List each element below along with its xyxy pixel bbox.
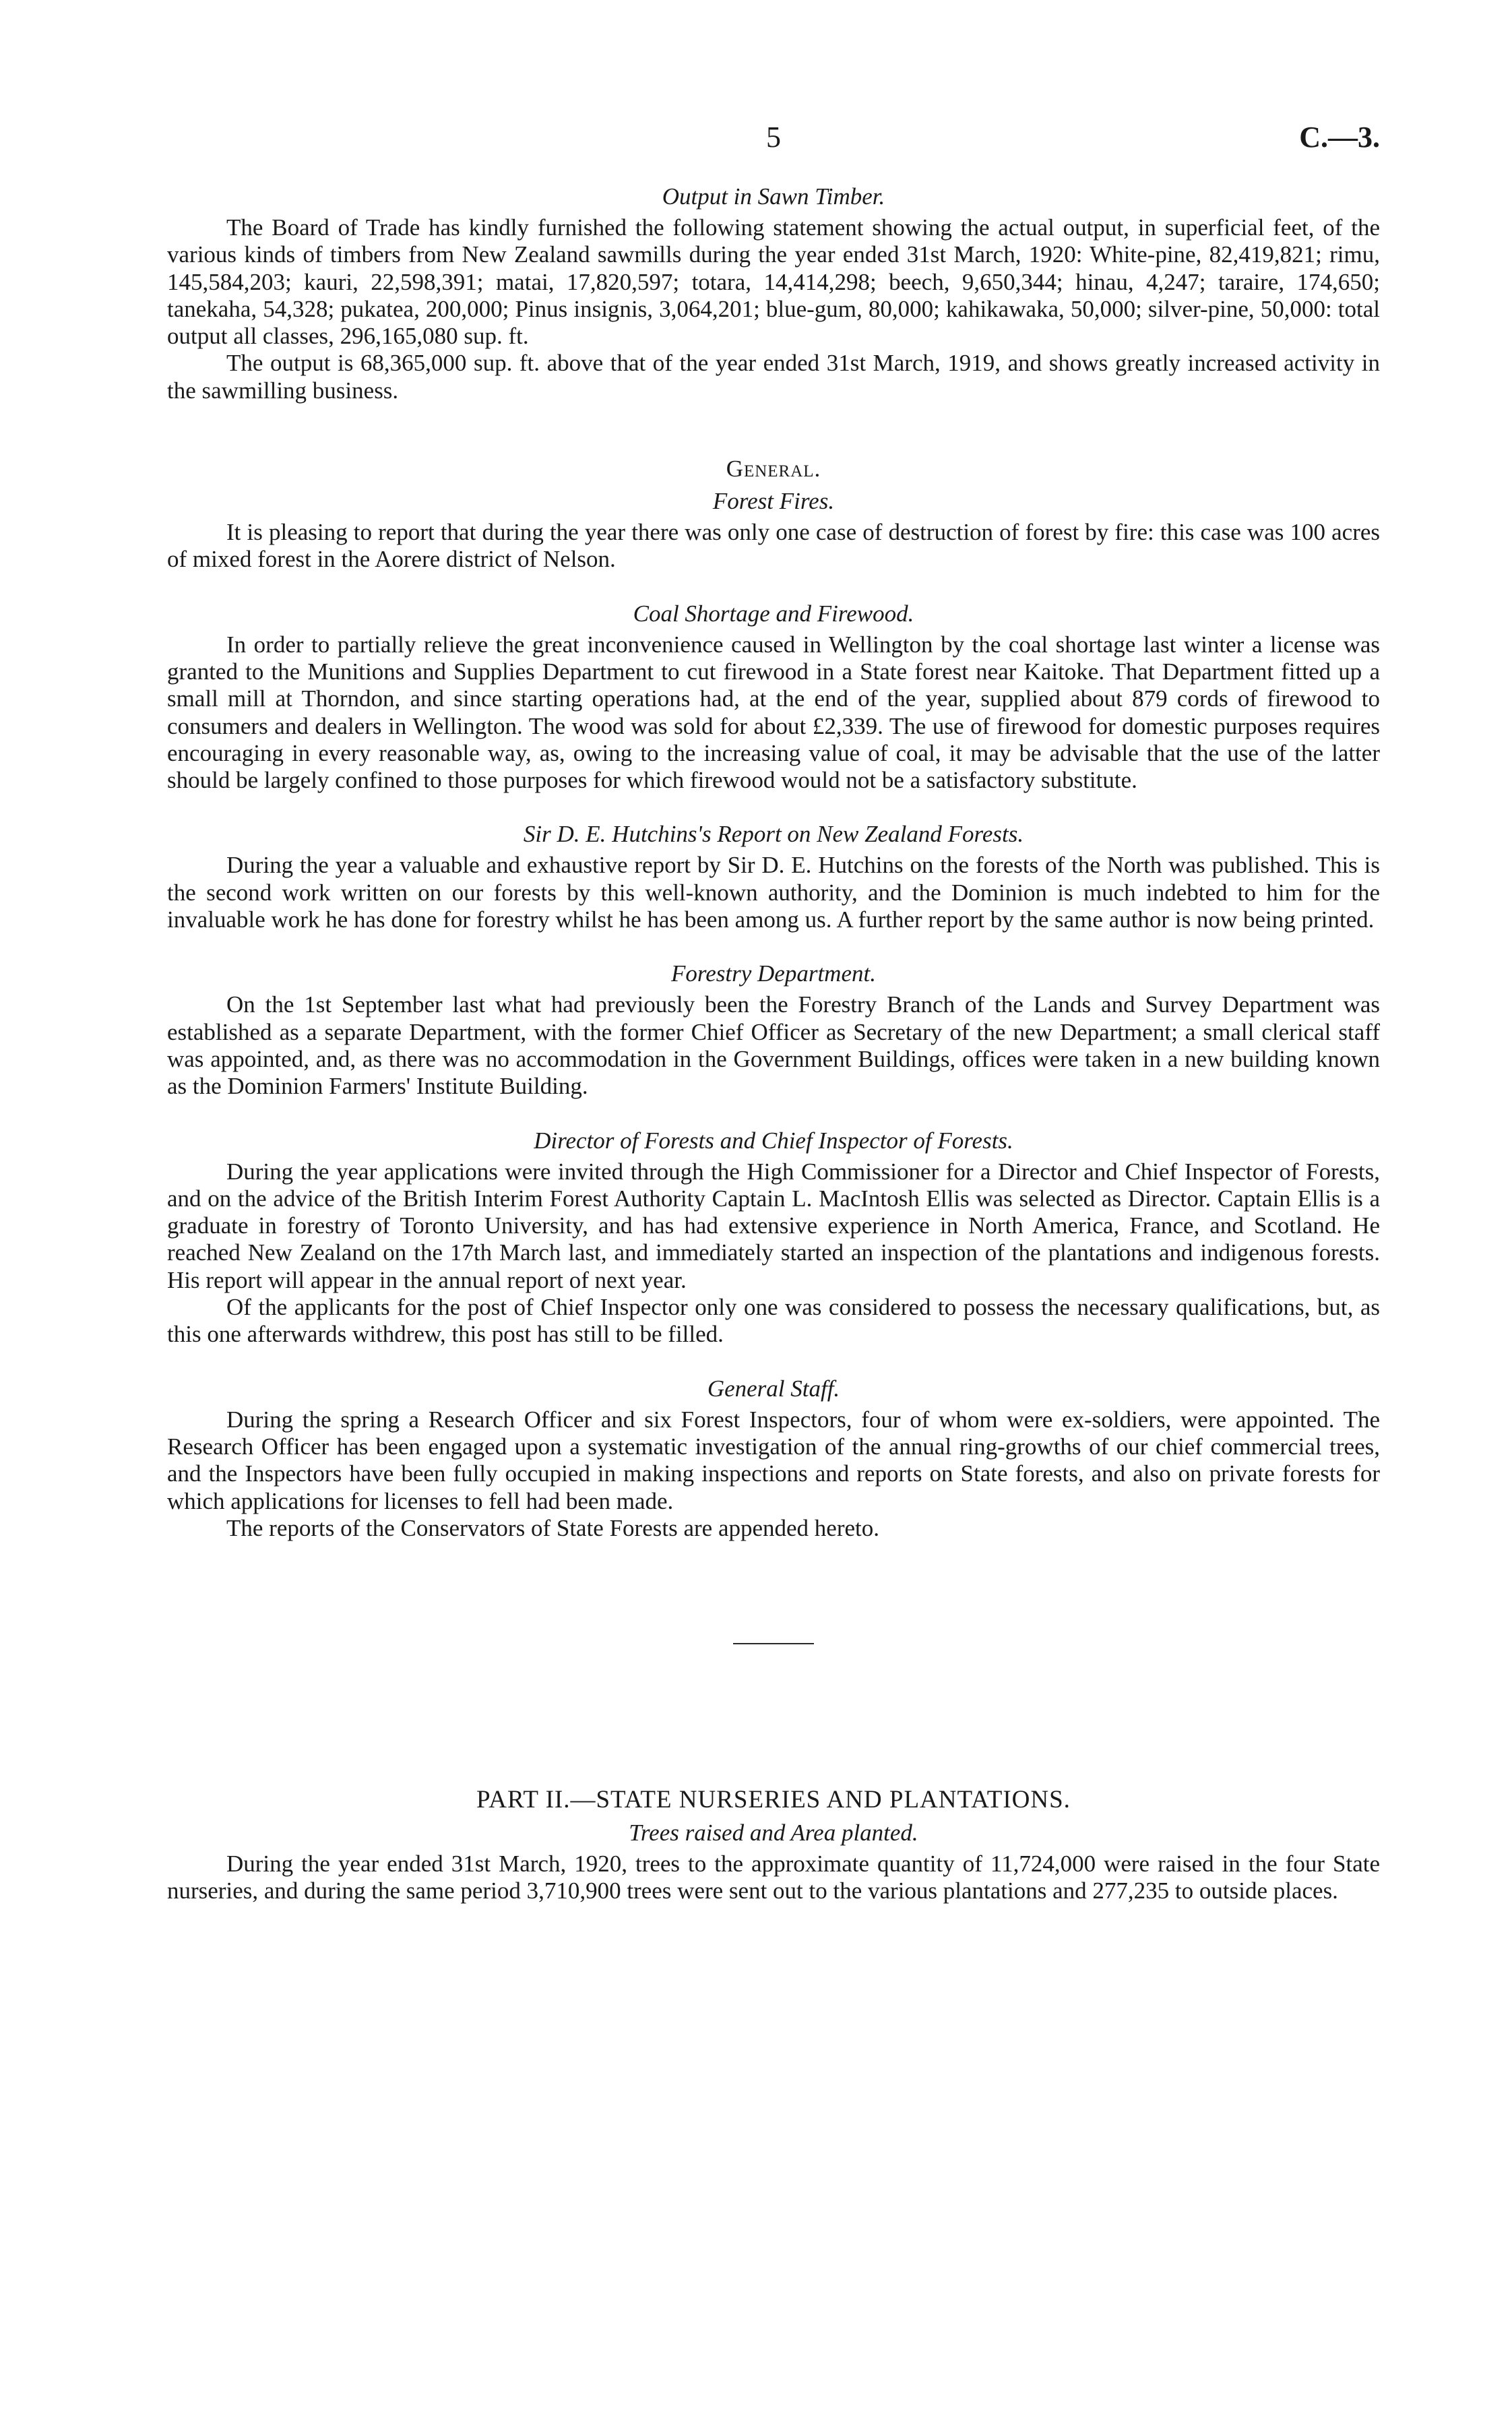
heading-part-two: PART II.—STATE NURSERIES AND PLANTATIONS. [476,1786,1071,1814]
document-reference: C.—3. [1299,121,1380,154]
paragraph-director-appointment: During the year applications were invited through the High Commissioner for a Director and Chief Inspector of Forests, and on the advice of the British Interim Forest Authority Captain L. MacIntosh Ellis was selected as Director. Captain Ellis is a graduate in forestry of Toronto University, and has had extensive experience in North America, France, and Scotland. He reached New Zealand on the 17th March last, and immediately started an inspection of the plantations and indigenous forests. His report will appear in the annual report of next year. [167,1158,1380,1293]
paragraph-output-statement: The Board of Trade has kindly furnished the following statement showing the actual output, in superficial feet, of the various kinds of timbers from New Zealand sawmills during the year ended 31st March, 1920: White-pine, 82,419,821; rimu, 145,584,203; kauri, 22,598,391; matai, 17,820,597; totara, 14,414,298; beech, 9,650,344; hinau, 4,247; taraire, 174,650; tanekaha, 54,328; pukatea, 200,000; Pinus insignis, 3,064,201; blue-gum, 80,000; kahikawaka, 50,000; silver-pine, 50,000: total output all classes, 296,165,080 sup. ft. [167,214,1380,350]
heading-general: General. [726,456,821,483]
page-header [167,120,1380,160]
heading-general-staff: General Staff. [707,1375,840,1402]
page-body [167,183,1380,1905]
page-number: 5 [766,121,781,154]
heading-output-sawn-timber: Output in Sawn Timber. [662,183,885,210]
heading-coal-shortage: Coal Shortage and Firewood. [633,600,914,627]
heading-director-of-forests: Director of Forests and Chief Inspector of Forests. [534,1127,1013,1154]
paragraph-conservators-reports: The reports of the Conservators of State Forests are appended hereto. [226,1514,879,1541]
paragraph-trees-raised: During the year ended 31st March, 1920, trees to the approximate quantity of 11,724,000 were raised in the four State nurseries, and during the same period 3,710,900 trees were sent out to the various plantations and 277,235 to outside places. [167,1851,1380,1904]
heading-forestry-department: Forestry Department. [671,960,876,987]
paragraph-general-staff: During the spring a Research Officer and six Forest Inspectors, four of whom were ex-soldiers, were appointed. The Research Officer has been engaged upon a systematic investigation of the annual ring-growths of our chief commercial trees, and the Inspectors have been fully occupied in making inspections and reports on State forests, and also on private forests for which applications for licenses to fell had been made. [167,1406,1380,1514]
heading-forest-fires: Forest Fires. [712,488,835,515]
paragraph-coal-shortage: In order to partially relieve the great inconvenience caused in Wellington by the coal shortage last winter a license was granted to the Munitions and Supplies Department to cut firewood in a State forest near Kaitoke. That Department fitted up a small mill at Thorndon, and since starting operations had, at the end of the year, supplied about 879 cords of firewood to consumers and dealers in Wellington. The wood was sold for about £2,339. The use of firewood for domestic purposes requires encouraging in every reasonable way, as, owing to the increasing value of coal, it may be advisable that the use of the latter should be largely confined to those purposes for which firewood would not be a satisfactory substitute. [167,631,1380,794]
paragraph-hutchins-report: During the year a valuable and exhaustive report by Sir D. E. Hutchins on the forests of the North was published. This is the second work written on our forests by this well-known authority, and the Dominion is much indebted to him for the invaluable work he has done for forestry whilst he has been among us. A further report by the same author is now being printed. [167,852,1380,933]
paragraph-forestry-department: On the 1st September last what had previously been the Forestry Branch of the Lands and Survey Department was established as a separate Department, with the former Chief Officer as Secretary of the new Department; a small clerical staff was appointed, and, as there was no accommodation in the Government Buildings, offices were taken in a new building known as the Dominion Farmers' Institute Building. [167,991,1380,1100]
heading-hutchins-report: Sir D. E. Hutchins's Report on New Zealand Forests. [523,821,1024,848]
heading-trees-raised: Trees raised and Area planted. [629,1820,918,1847]
paragraph-output-increase: The output is 68,365,000 sup. ft. above that of the year ended 31st March, 1919, and shows greatly increased activity in the sawmilling business. [167,350,1380,404]
paragraph-forest-fires: It is pleasing to report that during the year there was only one case of destruction of forest by fire: this case was 100 acres of mixed forest in the Aorere district of Nelson. [167,519,1380,573]
paragraph-chief-inspector: Of the applicants for the post of Chief Inspector only one was considered to possess the necessary qualifications, but, as this one afterwards withdrew, this post has still to be filled. [167,1294,1380,1348]
